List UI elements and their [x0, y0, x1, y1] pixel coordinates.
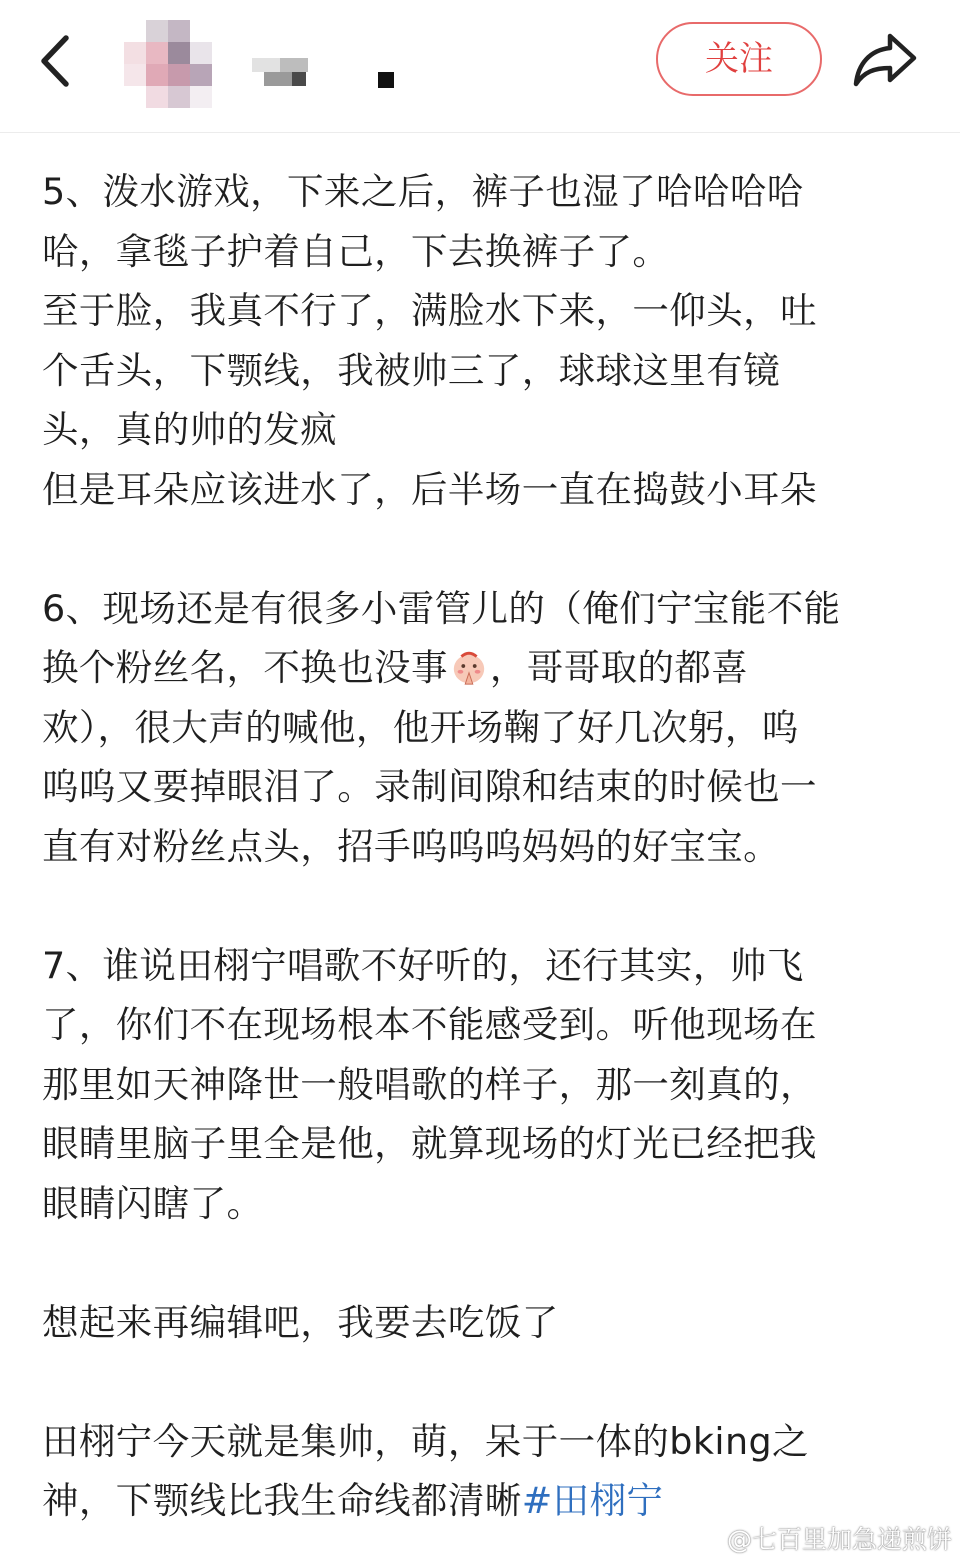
- post-line-text: ，哥哥取的都喜: [489, 646, 749, 689]
- share-arrow-icon: [850, 28, 920, 92]
- chevron-left-icon: [28, 26, 84, 96]
- post-line: 想起来再编辑吧，我要去吃饭了: [42, 1300, 559, 1344]
- paragraph-gap: [42, 1352, 922, 1412]
- post-line: 头，真的帅的发疯: [42, 408, 338, 451]
- post-line: 5、泼水游戏，下来之后，裤子也湿了哈哈哈哈: [42, 170, 804, 213]
- username[interactable]: [252, 52, 412, 92]
- hashtag-link[interactable]: #田栩宁: [521, 1479, 664, 1522]
- post-line-text: 神，下颚线比我生命线都清晰: [42, 1479, 522, 1522]
- post-line: 那里如天神降世一般唱歌的样子，那一刻真的，: [42, 1062, 817, 1106]
- post-line: 欢），很大声的喊他，他开场鞠了好几次躬，呜: [42, 705, 799, 749]
- paragraph-gap: [42, 519, 922, 579]
- praying-face-emoji-icon: [450, 648, 488, 686]
- post-line: 田栩宁今天就是集帅，萌，呆于一体的bking之: [42, 1419, 809, 1463]
- post-line-with-emoji: [42, 638, 922, 698]
- avatar[interactable]: [124, 20, 212, 108]
- paragraph-gap: [42, 1233, 922, 1293]
- top-nav-bar: [0, 0, 960, 133]
- post-line: 6、现场还是有很多小雷管儿的（俺们宁宝能不能: [42, 586, 841, 630]
- post-line: 呜呜又要掉眼泪了。录制间隙和结束的时候也一: [42, 765, 817, 808]
- post-line: 7、谁说田栩宁唱歌不好听的，还行其实，帅飞: [42, 943, 804, 987]
- post-line: 眼睛闪瞎了。: [42, 1181, 264, 1225]
- follow-button[interactable]: 关注: [656, 22, 822, 96]
- post-line: 个舌头，下颚线，我被帅三了，球球这里有镜: [42, 348, 780, 392]
- post-line: 直有对粉丝点头，招手呜呜呜妈妈的好宝宝。: [42, 824, 780, 868]
- weibo-logo-icon: [689, 1524, 723, 1552]
- post-line: 哈，拿毯子护着自己，下去换裤子了。: [42, 229, 670, 273]
- post-line: 但是耳朵应该进水了，后半场一直在捣鼓小耳朵: [42, 467, 817, 511]
- post-line: 了，你们不在现场根本不能感受到。听他现场在: [42, 1003, 817, 1046]
- watermark-text: @七百里加急递煎饼: [726, 1525, 952, 1554]
- post-line-text: 换个粉丝名，不换也没事: [42, 646, 448, 689]
- post-body: [42, 162, 922, 1531]
- paragraph-gap: [42, 876, 922, 936]
- post-line: 至于脸，我真不行了，满脸水下来，一仰头，吐: [42, 289, 817, 332]
- post-line: 眼睛里脑子里全是他，就算现场的灯光已经把我: [42, 1122, 817, 1165]
- back-button[interactable]: [28, 26, 84, 96]
- watermark: [689, 1520, 952, 1556]
- share-button[interactable]: [850, 28, 920, 92]
